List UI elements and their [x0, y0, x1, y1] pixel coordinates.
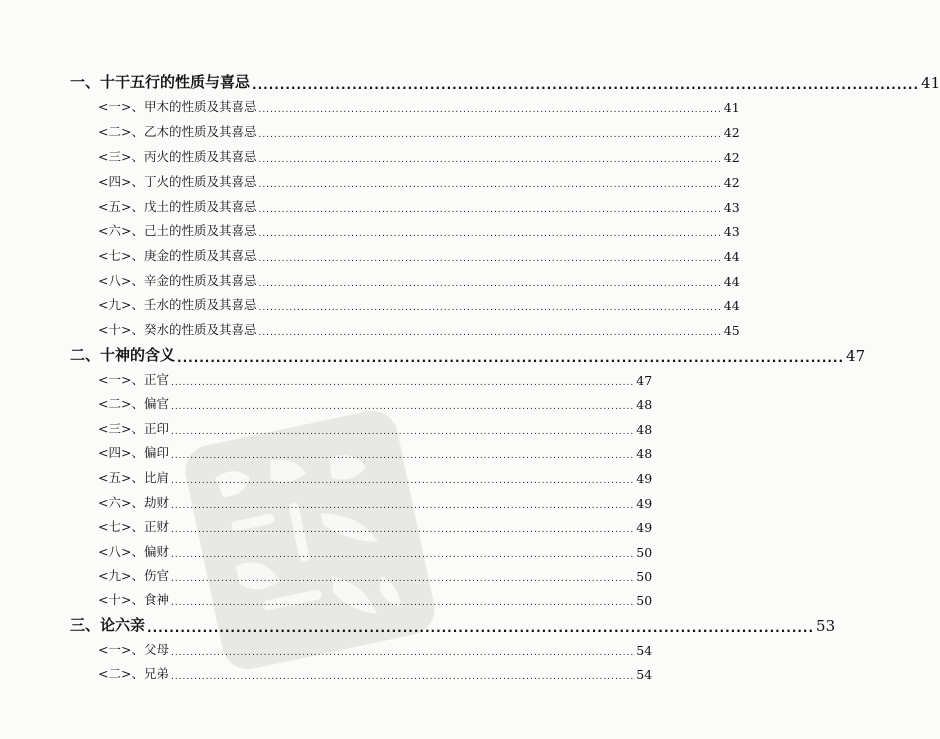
toc-entry-title: <二>、兄弟 — [98, 666, 169, 681]
toc-entry-title: <一>、父母 — [98, 642, 169, 657]
toc-dot-leader: ........................................................................................................................ — [252, 78, 920, 92]
toc-page-number: 44 — [723, 274, 740, 289]
toc-section-entry — [98, 394, 653, 412]
toc-dot-leader: ........................................................................................................................ — [258, 303, 722, 313]
toc-dot-leader: ........................................................................................................................ — [170, 574, 635, 584]
toc-section-entry — [98, 419, 653, 437]
toc-dot-leader: ........................................................................................................................ — [170, 476, 635, 486]
toc-page-number: 41 — [921, 74, 940, 92]
toc-page-number: 44 — [723, 298, 740, 313]
toc-entry-title: <四>、丁火的性质及其喜忌 — [98, 174, 257, 189]
toc-entry-title: <七>、庚金的性质及其喜忌 — [98, 248, 257, 263]
toc-page-number: 49 — [636, 496, 653, 511]
toc-dot-leader: ........................................................................................................................ — [170, 378, 635, 388]
toc-entry-title: <六>、劫财 — [98, 495, 169, 510]
toc-dot-leader: ........................................................................................................................ — [258, 229, 722, 239]
toc-dot-leader: ........................................................................................................................ — [170, 550, 635, 560]
toc-page-number: 48 — [636, 422, 653, 437]
toc-dot-leader: ........................................................................................................................ — [258, 328, 722, 338]
toc-dot-leader: ........................................................................................................................ — [170, 598, 635, 608]
toc-section-entry — [98, 468, 653, 486]
toc-page-number: 49 — [636, 520, 653, 535]
toc-section-entry — [98, 517, 653, 535]
toc-dot-leader: ........................................................................................................................ — [170, 501, 635, 511]
toc-page-number: 41 — [723, 100, 740, 115]
toc-chapter-entry — [70, 71, 940, 92]
toc-dot-leader: ........................................................................................................................ — [258, 180, 722, 190]
toc-entry-title: <三>、丙火的性质及其喜忌 — [98, 149, 257, 164]
toc-page-number: 48 — [636, 446, 653, 461]
toc-entry-title: <二>、乙木的性质及其喜忌 — [98, 124, 257, 139]
toc-entry-title: <一>、甲木的性质及其喜忌 — [98, 99, 257, 114]
toc-page-number: 44 — [723, 249, 740, 264]
toc-section-entry — [98, 97, 740, 115]
toc-page-number: 50 — [636, 545, 653, 560]
toc-section-entry — [98, 221, 740, 239]
toc-entry-title: <八>、辛金的性质及其喜忌 — [98, 273, 257, 288]
seal-watermark — [174, 399, 447, 681]
toc-dot-leader: ........................................................................................................................ — [258, 254, 722, 264]
toc-page-number: 53 — [816, 617, 836, 635]
toc-entry-title: <二>、偏官 — [98, 396, 169, 411]
toc-page-number: 47 — [636, 373, 653, 388]
toc-entry-title: <五>、比肩 — [98, 470, 169, 485]
toc-entry-title: 二、十神的含义 — [70, 346, 176, 364]
toc-dot-leader: ........................................................................................................................ — [170, 451, 635, 461]
toc-chapter-entry — [70, 614, 836, 635]
toc-dot-leader: ........................................................................................................................ — [258, 279, 722, 289]
toc-section-entry — [98, 122, 740, 140]
toc-entry-title: <九>、壬水的性质及其喜忌 — [98, 297, 257, 312]
toc-dot-leader: ........................................................................................................................ — [147, 621, 815, 635]
toc-section-entry — [98, 295, 740, 313]
toc-section-entry — [98, 197, 740, 215]
toc-page-number: 42 — [723, 150, 740, 165]
toc-section-entry — [98, 246, 740, 264]
toc-dot-leader: ........................................................................................................................ — [170, 648, 635, 658]
toc-section-entry — [98, 320, 740, 338]
toc-section-entry — [98, 640, 653, 658]
toc-entry-title: <三>、正印 — [98, 421, 169, 436]
toc-entry-title: <六>、己土的性质及其喜忌 — [98, 223, 257, 238]
toc-page-number: 43 — [723, 200, 740, 215]
toc-section-entry — [98, 493, 653, 511]
toc-page-number: 42 — [723, 125, 740, 140]
toc-entry-title: <一>、正官 — [98, 372, 169, 387]
toc-dot-leader: ........................................................................................................................ — [258, 205, 722, 215]
toc-page-number: 42 — [723, 175, 740, 190]
toc-entry-title: 一、十干五行的性质与喜忌 — [70, 73, 251, 91]
toc-dot-leader: ........................................................................................................................ — [258, 130, 722, 140]
toc-entry-title: <四>、偏印 — [98, 445, 169, 460]
toc-section-entry — [98, 664, 653, 682]
toc-page-number: 48 — [636, 397, 653, 412]
toc-page-number: 45 — [723, 323, 740, 338]
toc-dot-leader: ........................................................................................................................ — [177, 351, 845, 365]
toc-entry-title: <十>、食神 — [98, 592, 169, 607]
toc-page-number: 49 — [636, 471, 653, 486]
toc-page-number: 50 — [636, 569, 653, 584]
toc-page-number: 50 — [636, 593, 653, 608]
toc-section-entry — [98, 172, 740, 190]
toc-dot-leader: ........................................................................................................................ — [258, 155, 722, 165]
toc-dot-leader: ........................................................................................................................ — [170, 402, 635, 412]
toc-entry-title: 三、论六亲 — [70, 616, 146, 634]
toc-dot-leader: ........................................................................................................................ — [170, 672, 635, 682]
toc-dot-leader: ........................................................................................................................ — [258, 105, 722, 115]
toc-page-number: 54 — [636, 643, 653, 658]
toc-page-number: 43 — [723, 224, 740, 239]
toc-page-number: 54 — [636, 667, 653, 682]
toc-section-entry — [98, 147, 740, 165]
toc-section-entry — [98, 566, 653, 584]
toc-entry-title: <九>、伤官 — [98, 568, 169, 583]
toc-dot-leader: ........................................................................................................................ — [170, 427, 635, 437]
toc-section-entry — [98, 443, 653, 461]
toc-section-entry — [98, 590, 653, 608]
toc-page-number: 47 — [846, 347, 866, 365]
toc-section-entry — [98, 370, 653, 388]
toc-entry-title: <七>、正财 — [98, 519, 169, 534]
toc-dot-leader: ........................................................................................................................ — [170, 525, 635, 535]
toc-chapter-entry — [70, 344, 866, 365]
toc-entry-title: <五>、戊土的性质及其喜忌 — [98, 199, 257, 214]
toc-entry-title: <八>、偏财 — [98, 544, 169, 559]
toc-entry-title: <十>、癸水的性质及其喜忌 — [98, 322, 257, 337]
toc-section-entry — [98, 271, 740, 289]
toc-section-entry — [98, 542, 653, 560]
